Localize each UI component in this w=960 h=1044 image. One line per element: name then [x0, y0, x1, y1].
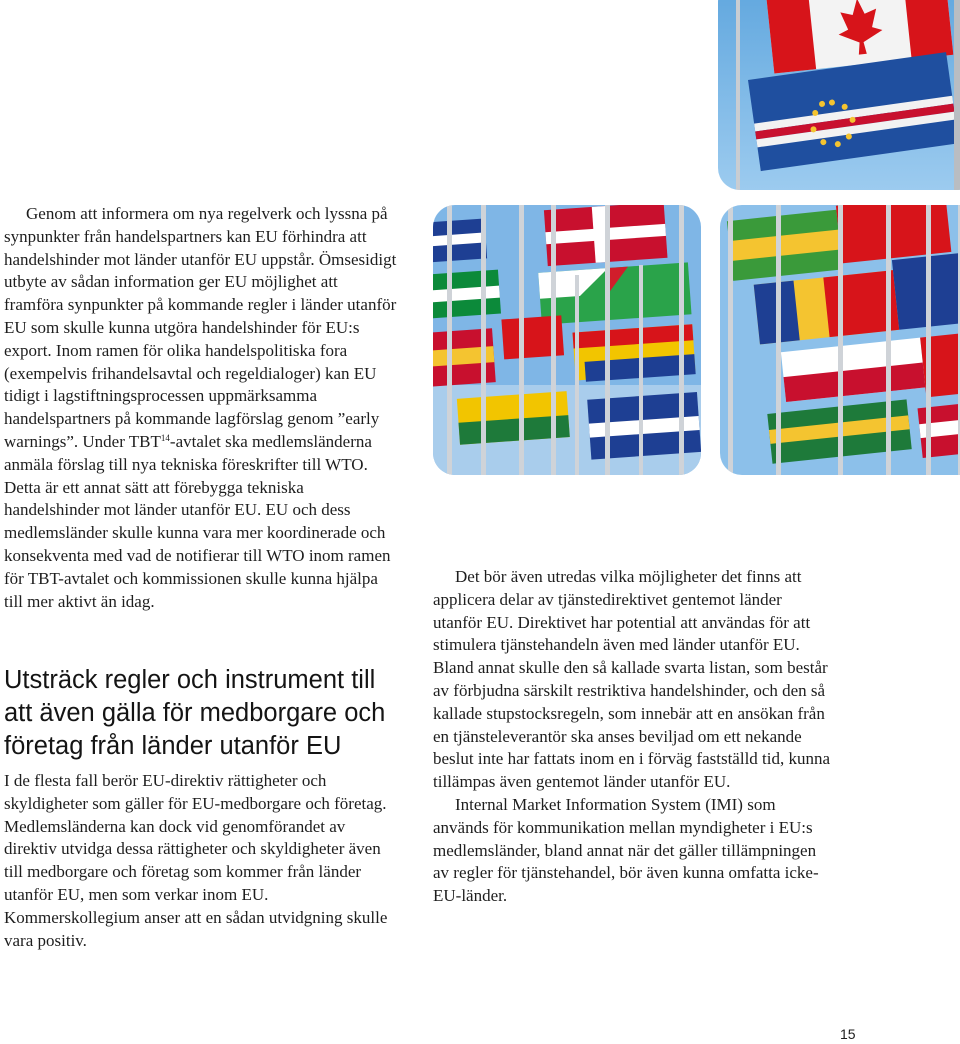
paragraph-text: Genom att informera om nya regelverk och lyssna på synpunkter från handelspartners kan EU förhindra att handelshinder mot länder utanför EU uppstår. Ömsesidigt utbyte av sådan information ger EU möjlighet att framföra synpunkter på kommande regler i länder utanför EU som skulle kunna utgöra handelshinder för EU:s export. Inom ramen för olika handelspolitiska fora (exempelvis frihandelsavtal och regeldialoger) kan EU tidigt i lagstiftningsprocessen uppmärksamma handelspartners på kommande lagförslag genom ”early warnings”. Under TBT — [4, 204, 397, 451]
flags-photo-right — [720, 205, 960, 475]
right-column — [433, 566, 833, 908]
left-column-section — [4, 770, 400, 952]
body-paragraph: Det bör även utredas vilka möjligheter det finns att applicera delar av tjänstedirektivet gentemot länder utanför EU. Direktivet har potential att användas för att stimulera tjänstehandeln även med länder utanför EU. Bland annat skulle den så kallade svarta listan, som består av förbjudna särskilt restriktiva handelshinder, och den så kallade stupstocksregeln, som innebär att en ansökan från en tjänsteleverantör ska anses beviljad om ett nekande beslut inte har fattats inom en i förväg fastställd tid, kunna tillämpas även gentemot länder utanför EU. — [433, 567, 831, 792]
flags-photo-left — [433, 205, 701, 475]
flags-photo-top — [718, 0, 960, 190]
left-column — [4, 203, 400, 613]
page-number: 15 — [840, 1026, 856, 1042]
section-heading: Utsträck regler och instrument till att även gälla för medborgare och företag från länder utanför EU — [4, 666, 386, 760]
paragraph-text-continued: -avtalet ska medlemsländerna anmäla förslag till nya tekniska föreskrifter till WTO. Detta är ett annat sätt att förebygga tekniska handelshinder mot länder utanför EU. EU och dess medlemsländer skulle kunna vara mer koordinerade och konsekventa med vad de notifierar till WTO inom ramen för TBT-avtalet och kommissionen skulle kunna hjälpa till mer aktivt än idag. — [4, 431, 391, 611]
body-paragraph: I de flesta fall berör EU-direktiv rättigheter och skyldigheter som gäller för EU-medborgare och företag. Medlemsländerna kan dock vid genomförandet av direktiv utvidga dessa rättigheter och skyldigheter även till medborgare och företag som kommer från länder utanför EU, men som verkar inom EU. Kommerskollegium anser att en sådan utvidgning skulle vara positiv. — [4, 771, 388, 950]
body-paragraph: Internal Market Information System (IMI) som används för kommunikation mellan myndigheter i EU:s medlemsländer, bland annat när det gäller tillämpningen av regler för tjänstehandel, bör även kunna omfatta icke-EU-länder. — [433, 794, 819, 906]
body-paragraph — [4, 203, 400, 613]
footnote-reference: 14 — [160, 432, 170, 443]
